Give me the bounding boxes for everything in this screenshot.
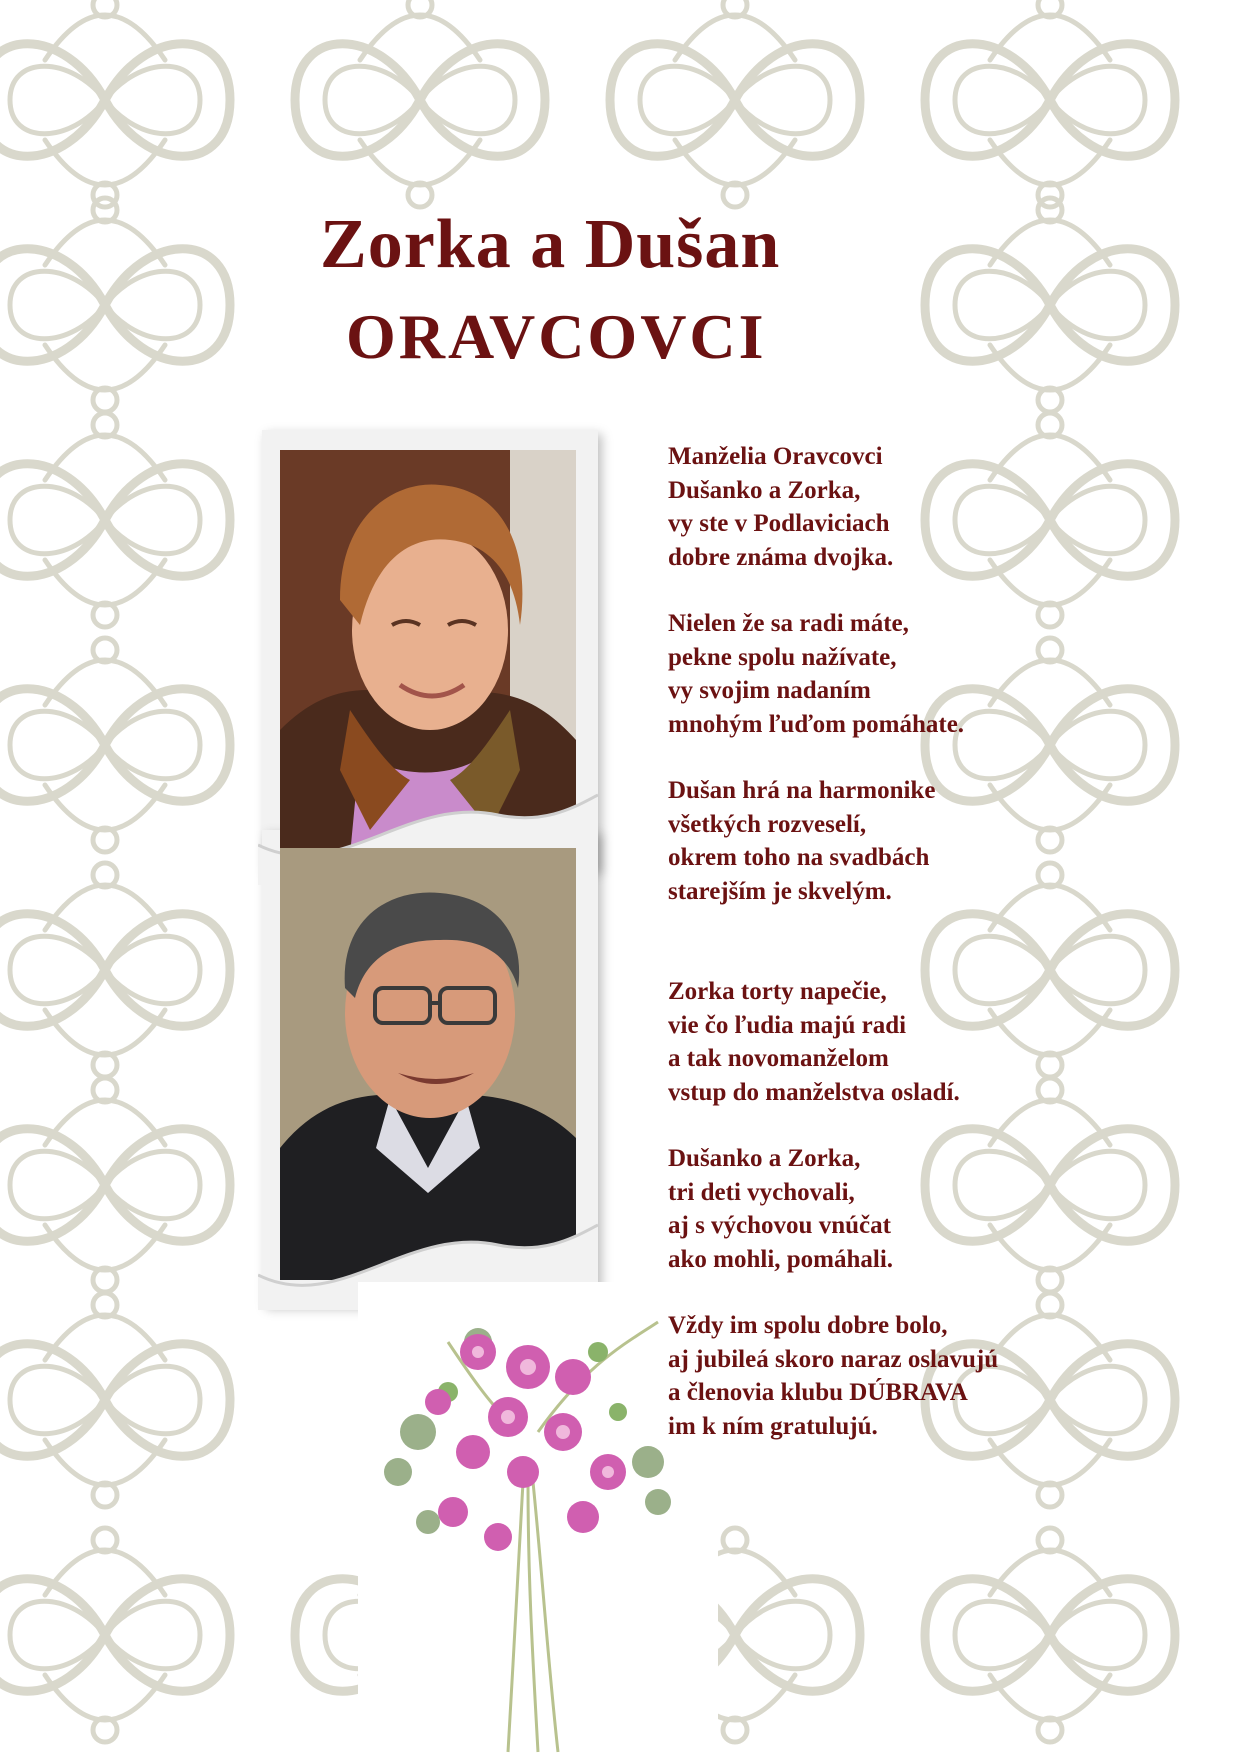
poem-stanza-3 bbox=[668, 774, 1088, 908]
poem-line: Manželia Oravcovci bbox=[668, 443, 883, 470]
poem-line: vy ste v Podlaviciach bbox=[668, 510, 890, 537]
poem-line: aj s výchovou vnúčat bbox=[668, 1212, 891, 1239]
poem-line: a členovia klubu DÚBRAVA bbox=[668, 1379, 968, 1406]
poem-line: vy svojim nadaním bbox=[668, 677, 871, 704]
title-surname: ORAVCOVCI bbox=[346, 301, 767, 372]
poem bbox=[668, 440, 1088, 1476]
poem-line: všetkých rozveselí, bbox=[668, 810, 867, 838]
poem-stanza-6 bbox=[668, 1309, 1088, 1443]
poem-line: a tak novomanželom bbox=[668, 1045, 889, 1072]
poem-line: tri deti vychovali, bbox=[668, 1178, 855, 1206]
poem-line: Dušanko a Zorka, bbox=[668, 476, 861, 504]
poem-line: okrem toho na svadbách bbox=[668, 844, 930, 871]
poem-line: vstup do manželstva osladí. bbox=[668, 1078, 960, 1106]
poem-stanza-2 bbox=[668, 607, 1088, 741]
flower-bouquet-image bbox=[358, 1282, 718, 1754]
poem-line: Nielen že sa radi máte, bbox=[668, 610, 909, 637]
poem-line: Vždy im spolu dobre bolo, bbox=[668, 1312, 948, 1339]
poem-line: aj jubileá skoro naraz oslavujú bbox=[668, 1345, 999, 1373]
poem-line: starejším je skvelým. bbox=[668, 877, 892, 905]
poem-line: pekne spolu nažívate, bbox=[668, 643, 897, 671]
title-names: Zorka a Dušan bbox=[320, 206, 781, 283]
poem-line: mnohým ľuďom pomáhate. bbox=[668, 710, 965, 738]
poem-line: Dušanko a Zorka, bbox=[668, 1145, 861, 1172]
photo-strip bbox=[258, 430, 638, 1310]
poem-line: vie čo ľudia majú radi bbox=[668, 1011, 907, 1039]
poem-line: Zorka torty napečie, bbox=[668, 978, 887, 1005]
poem-line: ako mohli, pomáhali. bbox=[668, 1245, 894, 1273]
poem-stanza-1 bbox=[668, 440, 1088, 574]
poem-stanza-4 bbox=[668, 975, 1088, 1109]
poem-line: im k ním gratulujú. bbox=[668, 1412, 878, 1440]
poem-stanza-5 bbox=[668, 1142, 1088, 1276]
poem-line: Dušan hrá na harmonike bbox=[668, 777, 936, 804]
poem-line: dobre známa dvojka. bbox=[668, 543, 894, 571]
